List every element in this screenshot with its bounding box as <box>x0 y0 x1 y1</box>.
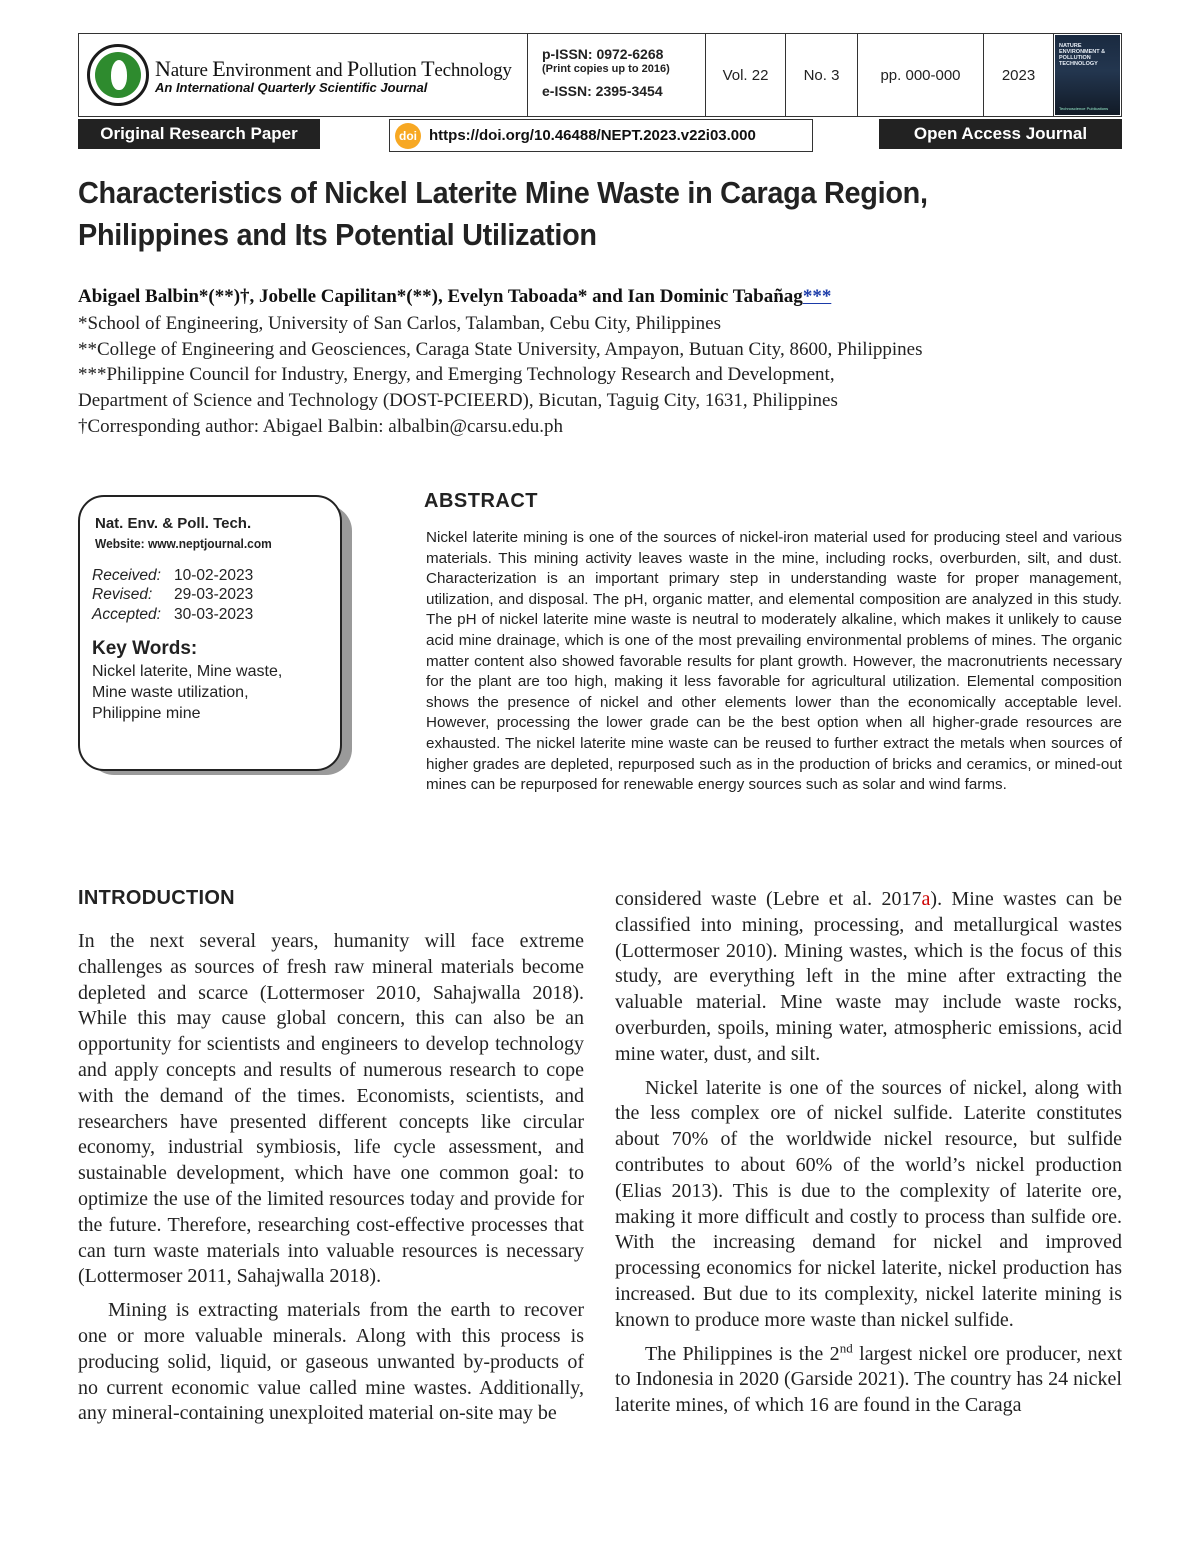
received-date: Received: 10-02-2023 <box>92 567 254 584</box>
keyword-line: Nickel laterite, Mine waste, <box>92 663 283 680</box>
cover-title: NATURE ENVIRONMENT & POLLUTION TECHNOLOGY <box>1059 43 1106 67</box>
introduction-heading: INTRODUCTION <box>78 887 235 909</box>
issn-cell <box>528 34 706 116</box>
paragraph: Nickel laterite is one of the sources of nickel, along with the less complex ore of nickel sulfide. Laterite constitutes about 70% of the worldwide nickel resource, but sulfide contributes to about 60% of the world’s nickel production (Elias 2013). This is due to the complexity of laterite ore, making it more difficult and costly to process than sulfide ore. With the increasing demand for nickel and improved processing economics for nickel laterite, nickel production has increased. But due to its complexity, nickel laterite mining is known to produce more waste than nickel sulfide. <box>615 1076 1122 1331</box>
citation-mark: a <box>921 888 931 910</box>
journal-name: Nature Environment and Pollution Technology <box>155 56 512 81</box>
keywords-heading: Key Words: <box>92 638 198 659</box>
journal-website[interactable]: Website: www.neptjournal.com <box>95 536 272 551</box>
doi-icon: doi <box>395 123 421 149</box>
print-note: (Print copies up to 2016) <box>542 63 670 75</box>
journal-header <box>78 33 1122 117</box>
affiliation-3-cont: Department of Science and Technology (DOST-PCIEERD), Bicutan, Taguig City, 1631, Philippines <box>78 390 838 411</box>
abstract-heading: ABSTRACT <box>424 490 538 512</box>
author-affiliation-link[interactable]: *** <box>802 286 832 307</box>
paragraph: Mining is extracting materials from the earth to recover one or more valuable minerals. Along with this process is producing solid, liquid, or gaseous unwanted by-products of no current economic value called mine wastes. Additionally, any mineral-containing unexploited material on-site may be <box>78 1299 584 1425</box>
pages: pp. 000-000 <box>858 34 984 116</box>
abstract-text: Nickel laterite mining is one of the sources of nickel-iron material used for producing steel and various materials. This mining activity leaves waste in the mine, including rocks, overburden, silt, and dust. Characterization is an important primary step in understanding waste for proper management, utilization, and disposal. The pH, organic matter, and elemental composition are analyzed in this study. The pH of nickel laterite mine waste is neutral to moderately alkaline, which makes it unlikely to cause acid mine drainage, which is one of the most prevailing environmental problems of mines. The organic matter content also showed favorable results for plant growth. However, the macronutrients necessary for the plant are too high, making it less favorable for agricultural utilization. Elemental composition shows the presence of nickel and other elements lower than the economically acceptable level. However, processing the lower grade can be the best option when all higher-grade resources are exhausted. The nickel laterite mine waste can be reused to further extract the metals when sources of higher grades are depleted, repurposed such as in the production of bricks and ceramics, or mined-out mines can be repurposed for renewable energy sources such as solar and wind farms. <box>426 529 1122 794</box>
revised-date: Revised: 29-03-2023 <box>92 586 254 603</box>
journal-logo-icon <box>87 44 149 106</box>
paper-title: Characteristics of Nickel Laterite Mine Waste in Caraga Region, Philippines and Its Potential Utilization <box>78 175 928 252</box>
p-issn: p-ISSN: 0972-6268 <box>542 46 664 62</box>
volume: Vol. 22 <box>706 34 786 116</box>
body-column-right <box>615 887 1122 1427</box>
article-info-box <box>78 495 342 771</box>
cover-footer: Technoscience Publications <box>1059 106 1109 111</box>
paper-type-banner: Original Research Paper <box>78 119 320 149</box>
corresponding-author: †Corresponding author: Abigael Balbin: albalbin@carsu.edu.ph <box>78 416 564 437</box>
paragraph: In the next several years, humanity will face extreme challenges as sources of fresh raw mineral materials become depleted and scarce (Lottermoser 2010, Sahajwalla 2018). While this may cause global concern, this can also be an opportunity for scientists and engineers to develop technology and apply concepts and results of numerous research to cope with the demand of the times. Economists, scientists, and researchers have presented different concepts like circular economy, industrial symbiosis, life cycle assessment, and sustainable development, which have one common goal: to optimize the use of the limited resources today and provide for the future. Therefore, researching cost-effective processes that can turn waste materials into valuable resources is necessary (Lottermoser 2011, Sahajwalla 2018). <box>78 930 584 1288</box>
authors: Abigael Balbin*(**)†, Jobelle Capilitan*(**), Evelyn Taboada* and Ian Dominic Tabañag*** <box>78 286 832 307</box>
paragraph: The Philippines is the 2nd largest nickel ore producer, next to Indonesia in 2020 (Garside 2021). The country has 24 nickel laterite mines, of which 16 are found in the Caraga <box>615 1339 1122 1417</box>
journal-cover-image <box>1055 35 1120 115</box>
issue-number: No. 3 <box>786 34 858 116</box>
journal-abbreviation: Nat. Env. & Poll. Tech. <box>95 515 252 532</box>
affiliation-1: *School of Engineering, University of San Carlos, Talamban, Cebu City, Philippines <box>78 313 722 334</box>
keywords <box>92 661 282 724</box>
e-issn: e-ISSN: 2395-3454 <box>542 83 663 99</box>
paragraph: considered waste (Lebre et al. 2017a). Mine wastes can be classified into mining, processing, and metallurgical wastes (Lottermoser 2010). Mining wastes, which is the focus of this study, are everything left in the mine after extracting the valuable material. Mine waste may include waste rocks, overburden, spoils, mining water, atmospheric emissions, acid mine water, dust, and silt. <box>615 888 1123 1065</box>
doi-box[interactable] <box>389 119 813 152</box>
body-column-left <box>78 929 584 1435</box>
journal-subtitle: An International Quarterly Scientific Journal <box>155 80 428 95</box>
keyword-line: Mine waste utilization, <box>92 684 249 701</box>
open-access-banner: Open Access Journal <box>879 119 1122 149</box>
doi-link[interactable]: https://doi.org/10.46488/NEPT.2023.v22i03.000 <box>429 127 756 144</box>
accepted-date: Accepted: 30-03-2023 <box>92 606 254 623</box>
year: 2023 <box>984 34 1054 116</box>
journal-cover-cell <box>1054 34 1121 116</box>
affiliation-3: ***Philippine Council for Industry, Energy, and Emerging Technology Research and Development, <box>78 364 835 385</box>
keyword-line: Philippine mine <box>92 705 201 722</box>
affiliation-2: **College of Engineering and Geosciences, Caraga State University, Ampayon, Butuan City, 8600, Philippines <box>78 339 923 360</box>
journal-logo-cell <box>79 34 528 116</box>
